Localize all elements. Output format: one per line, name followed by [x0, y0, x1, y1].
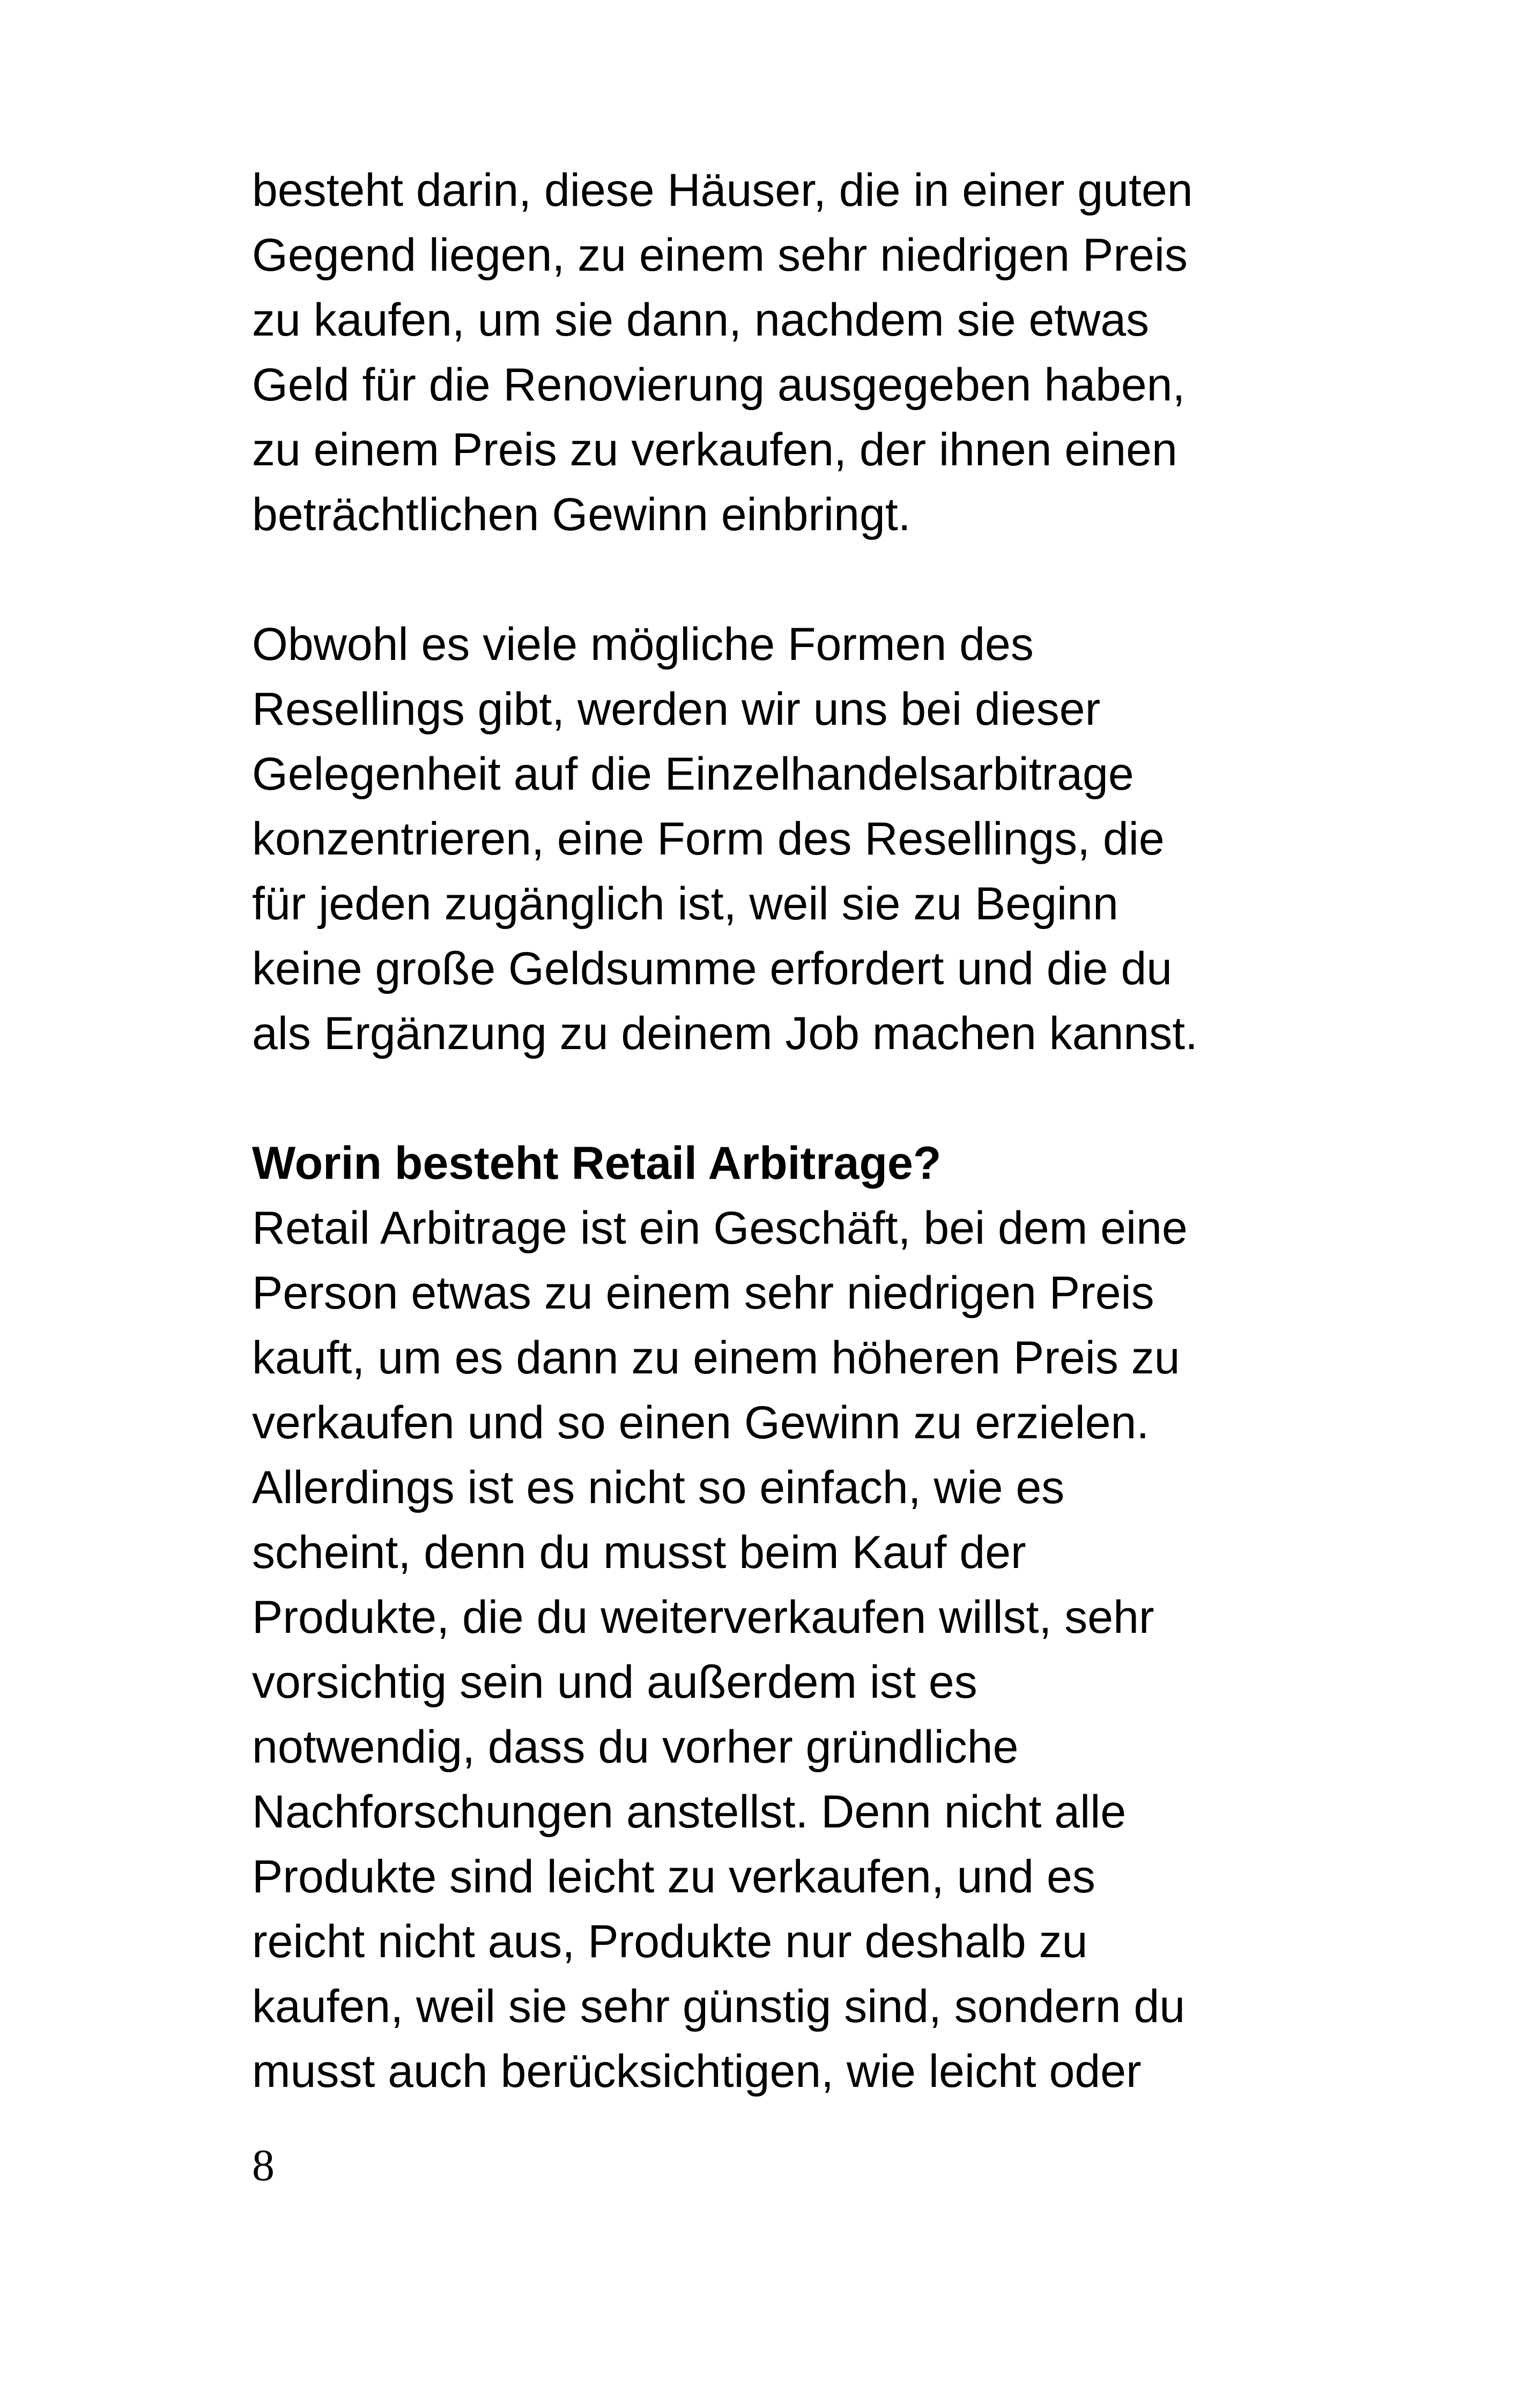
text-line: Gelegenheit auf die Einzelhandelsarbitrage — [252, 748, 1134, 800]
text-line: Produkte, die du weiterverkaufen willst, sehr — [252, 1592, 1154, 1643]
text-line: besteht darin, diese Häuser, die in einer guten — [252, 165, 1193, 216]
text-line: kaufen, weil sie sehr günstig sind, sondern du — [252, 1981, 1185, 2032]
text-line: als Ergänzung zu deinem Job machen kannst. — [252, 1008, 1198, 1059]
text-line: zu einem Preis zu verkaufen, der ihnen einen — [252, 424, 1177, 475]
paragraph-1 — [252, 158, 1324, 547]
paragraph-spacer — [252, 547, 1324, 612]
text-line: verkaufen und so einen Gewinn zu erzielen. — [252, 1397, 1150, 1448]
text-line: Geld für die Renovierung ausgegeben haben, — [252, 359, 1185, 411]
text-line: kauft, um es dann zu einem höheren Preis zu — [252, 1332, 1180, 1384]
paragraph-spacer — [252, 1066, 1324, 1131]
paragraph-2 — [252, 612, 1324, 1066]
text-line: Retail Arbitrage ist ein Geschäft, bei dem eine — [252, 1202, 1188, 1254]
paragraph-3 — [252, 1196, 1324, 2104]
text-line: Gegend liegen, zu einem sehr niedrigen Preis — [252, 229, 1188, 281]
page-number: 8 — [252, 2141, 275, 2190]
text-line: konzentrieren, eine Form des Resellings, die — [252, 813, 1165, 865]
text-line: für jeden zugänglich ist, weil sie zu Beginn — [252, 878, 1118, 930]
text-line: notwendig, dass du vorher gründliche — [252, 1721, 1019, 1773]
body-text — [252, 158, 1324, 2104]
text-line: Resellings gibt, werden wir uns bei dieser — [252, 683, 1101, 735]
text-line: Nachforschungen anstellst. Denn nicht alle — [252, 1786, 1127, 1838]
text-line: scheint, denn du musst beim Kauf der — [252, 1527, 1026, 1578]
text-line: vorsichtig sein und außerdem ist es — [252, 1656, 977, 1708]
text-line: Obwohl es viele mögliche Formen des — [252, 619, 1034, 670]
text-line: musst auch berücksichtigen, wie leicht oder — [252, 2046, 1142, 2097]
text-line: beträchtlichen Gewinn einbringt. — [252, 489, 911, 540]
text-line: Produkte sind leicht zu verkaufen, und es — [252, 1851, 1095, 1902]
text-line: Person etwas zu einem sehr niedrigen Preis — [252, 1267, 1154, 1319]
text-line: keine große Geldsumme erfordert und die du — [252, 943, 1173, 994]
section-heading: Worin besteht Retail Arbitrage? — [252, 1138, 942, 1189]
text-line: Allerdings ist es nicht so einfach, wie es — [252, 1462, 1065, 1513]
text-line: reicht nicht aus, Produkte nur deshalb zu — [252, 1916, 1088, 1967]
text-line: zu kaufen, um sie dann, nachdem sie etwas — [252, 294, 1150, 346]
